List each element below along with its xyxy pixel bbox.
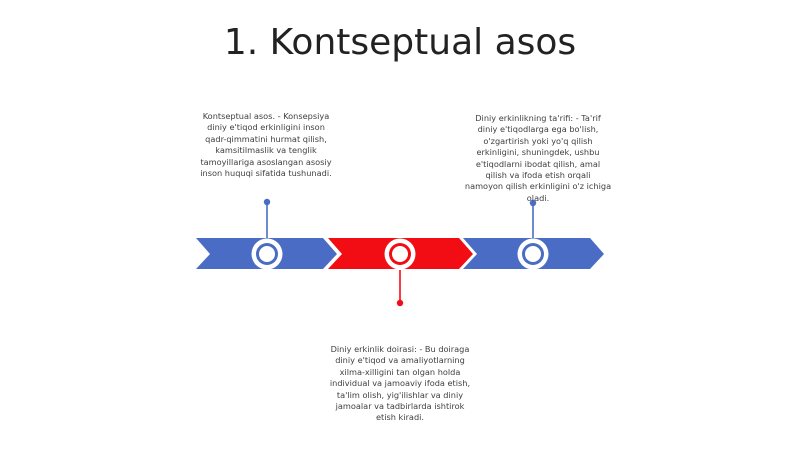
slide-title: 1. Kontseptual asos: [223, 22, 577, 63]
milestone-caption-diniy-erkinlik-tarifi: Diniy erkinlikning ta'rifi: - Ta'rif diniy e'tiqodlarga ega bo'lish, o'zgartirish yoki yo'q qilish erkinligini, shuningdek, ushbu e'tiqodlarni ibodat qilish, amal qilish va ifoda etish orqali namoyon qilish erkinligini o'z ichiga oladi.: [464, 113, 612, 203]
milestone-ring-2-center: [392, 246, 408, 262]
milestone-ring-1-center: [259, 246, 275, 262]
milestone-caption-kontseptual-asos: Kontseptual asos. - Konsepsiya diniy e'tiqod erkinligini inson qadr-qimmatini hurmat qilish, kamsitilmaslik va tenglik tamoyillariga asoslangan asosiy inson huquqi sifatida tushunadi.: [200, 111, 332, 179]
milestone-ring-3-center: [525, 246, 541, 262]
milestone-caption-diniy-erkinlik-doirasi: Diniy erkinlik doirasi: - Bu doiraga diniy e'tiqod va amaliyotlarning xilma-xilligini tan olgan holda individual va jamoaviy ifoda etish, ta'lim olish, yig'ilishlar va diniy jamoalar va tadbirlarda ishtirok etish kiradi.: [329, 344, 471, 423]
connector-dot-1: [264, 199, 270, 205]
connector-dot-3: [397, 300, 403, 306]
